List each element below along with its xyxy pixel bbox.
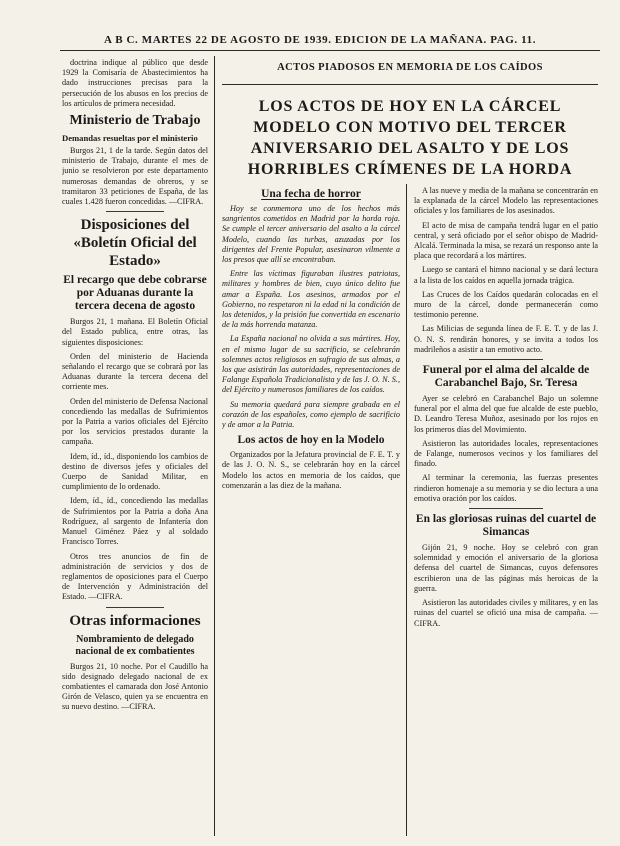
headline-rule: [222, 84, 598, 85]
article-p1: Hoy se conmemora uno de los hechos más sangrientos cometidos en Madrid por la horda roja. Se cumple el tercer aniversario del asalto a la cárcel Modelo, cuando las turbas, azuzadas por los dirigentes del Frente Popular, asesinaron vilmente a los presos que allí se encontraban.: [222, 204, 400, 265]
top-rule: [60, 50, 600, 51]
article-p2: Entre las víctimas figuraban ilustres patriotas, militares y hombres de bien, cuyo único delito fue amar a España. Los asesinos, armados por el Gobierno, no respetaron ni la edad ni la condición de los detenidos, y la prisión fue convertida en escenario de la más horrenda matanza.: [222, 269, 400, 330]
disposiciones-p6: Otros tres anuncios de fin de administración de servicios y dos de reglamentos de oposiciones para el Cuerpo de Intervención y Administración del Estado. —CIFRA.: [62, 551, 208, 602]
funeral-p1: Ayer se celebró en Carabanchel Bajo un solemne funeral por el alma del que fue alcalde de este pueblo, D. Leandro Teresa Muñoz, asesinado por los rojos en los primeros días del Movimiento.: [414, 394, 598, 434]
intro-paragraph: doctrina indique al público que desde 1929 la Comisaría de Abastecimientos ha dado instrucciones precisas para la persecución de los abusos en los precios de los artículos de primera necesidad.: [62, 58, 208, 108]
disposiciones-p5: Idem, íd., íd., concediendo las medallas de Sufrimientos por la Patria a doña Ana Rodríguez, al sargento de Infantería don Manuel Giménez Páez y al soldado Francisco Torres.: [62, 496, 208, 547]
simancas-p1: Gijón 21, 9 noche. Hoy se celebró con gran solemnidad y emoción el aniversario de la gloriosa defensa del cuartel de Simancas, cuyos defensores escribieron una de las páginas más heroicas de la guerra.: [414, 543, 598, 593]
col3-p1: A las nueve y media de la mañana se concentrarán en la explanada de la cárcel Modelo las representaciones oficiales y los familiares de los asesinados.: [414, 186, 598, 216]
funeral-p2: Asistieron las autoridades locales, representaciones de Falange, numerosos vecinos y los familiares del finado.: [414, 438, 598, 469]
separator: [469, 359, 543, 360]
article-subtitle-2: Los actos de hoy en la Modelo: [237, 434, 385, 447]
article-p5: Organizados por la Jefatura provincial de F. E. T. y de las J. O. N. S., se celebrarán hoy en la cárcel Modelo los actos en memoria de los caídos, que comenzarán a las diez de la mañana.: [222, 450, 400, 490]
column-divider-left: [214, 56, 215, 836]
col3-p3: Luego se cantará el himno nacional y se dará lectura a la lista de los caídos en aquella jornada trágica.: [414, 265, 598, 285]
article-subtitle: Una fecha de horror: [261, 188, 361, 200]
otras-title: Otras informaciones: [69, 612, 201, 629]
right-column: [414, 186, 598, 838]
col3-p2: El acto de misa de campaña tendrá lugar en el patio central, y será oficiado por el señor obispo de Madrid-Alcalá. Terminada la misa, se rezará un responso ante la placa que recordará a los mártires.: [414, 220, 598, 261]
disposiciones-p3: Orden del ministerio de Defensa Nacional concediendo las medallas de Sufrimientos por la Patria a varios oficiales del Ejército por los servicios prestados durante la campaña.: [62, 396, 208, 447]
col3-p4: Las Cruces de los Caídos quedarán colocadas en el muro de la cárcel, donde permanecerán como testimonio perenne.: [414, 289, 598, 320]
column-divider-right: [406, 184, 407, 836]
disposiciones-subtitle: El recargo que debe cobrarse por Aduanas durante la tercera decena de agosto: [63, 274, 207, 313]
article-p4: Su memoria quedará para siempre grabada en el corazón de los españoles, como ejemplo de sacrificio y de amor a la Patria.: [222, 399, 400, 430]
simancas-p2: Asistieron las autoridades civiles y militares, y en las ruinas del cuartel se ofició una misa de campaña. —CIFRA.: [414, 598, 598, 628]
disposiciones-p2: Orden del ministerio de Hacienda señalando el recargo que se cobrará por las Aduanas durante la tercera decena del corriente mes.: [62, 351, 208, 392]
ministerio-kicker: Demandas resueltas por el ministerio: [62, 133, 198, 144]
section-banner: ACTOS PIADOSOS EN MEMORIA DE LOS CAÍDOS: [277, 62, 543, 73]
otras-body: Burgos 21, 10 noche. Por el Caudillo ha sido designado delegado nacional de ex combatientes el camarada don José Antonio Girón de Velasco, quien ya se encuentra en su nuevo destino. —CIFRA.: [62, 661, 208, 712]
separator: [106, 211, 164, 212]
main-headline: LOS ACTOS DE HOY EN LA CÁRCEL MODELO CON MOTIVO DEL TERCER ANIVERSARIO DEL ASALTO Y DE LOS HORRIBLES CRÍMENES DE LA HORDA: [247, 98, 573, 178]
otras-subtitle: Nombramiento de delegado nacional de ex combatientes: [75, 633, 195, 657]
ministerio-body: Burgos 21, 1 de la tarde. Según datos del ministerio de Trabajo, durante el mes de junio se resolvieron por este departamento numerosas demandas de obreros, y se tramitaron 33 peticiones de España, de las cuales 1.428 fueron concedidas. —CIFRA.: [62, 146, 208, 207]
running-head: A B C. MARTES 22 DE AGOSTO DE 1939. EDICION DE LA MAÑANA. PAG. 11.: [103, 34, 537, 46]
article-p3: La España nacional no olvida a sus mártires. Hoy, en el mismo lugar de su sacrificio, se celebrarán solemnes actos religiosos en sufragio de sus almas, a los que asistirán las autoridades, representaciones de Falange Española Tradicionalista y de las J. O. N. S., del Ejército y numerosos familiares de los caídos.: [222, 334, 400, 395]
middle-column: [222, 186, 400, 838]
separator: [469, 508, 543, 509]
ministerio-title: Ministerio de Trabajo: [69, 113, 201, 129]
simancas-title: En las gloriosas ruinas del cuartel de Simancas: [415, 513, 597, 539]
funeral-p3: Al terminar la ceremonia, las fuerzas presentes rindieron homenaje a su memoria y se dio lectura a una emotiva oración por los caídos.: [414, 473, 598, 503]
col3-p5: Las Milicias de segunda línea de F. E. T. y de las J. O. N. S. rendirán honores, y se invita a todos los madrileños a asistir a tan emotivo acto.: [414, 324, 598, 354]
disposiciones-title: Disposiciones del «Boletín Oficial del Estado»: [73, 217, 197, 270]
disposiciones-p4: Idem, íd., íd., disponiendo los cambios de destino de diversos jefes y oficiales del Cuerpo de Sanidad Militar, en cumplimiento de lo ordenado.: [62, 451, 208, 492]
left-column: [62, 58, 208, 838]
disposiciones-p1: Burgos 21, 1 mañana. El Boletín Oficial del Estado publica, entre otras, las siguientes disposiciones:: [62, 317, 208, 347]
funeral-title: Funeral por el alma del alcalde de Carabanchel Bajo, Sr. Teresa: [422, 364, 590, 390]
separator: [106, 607, 164, 608]
